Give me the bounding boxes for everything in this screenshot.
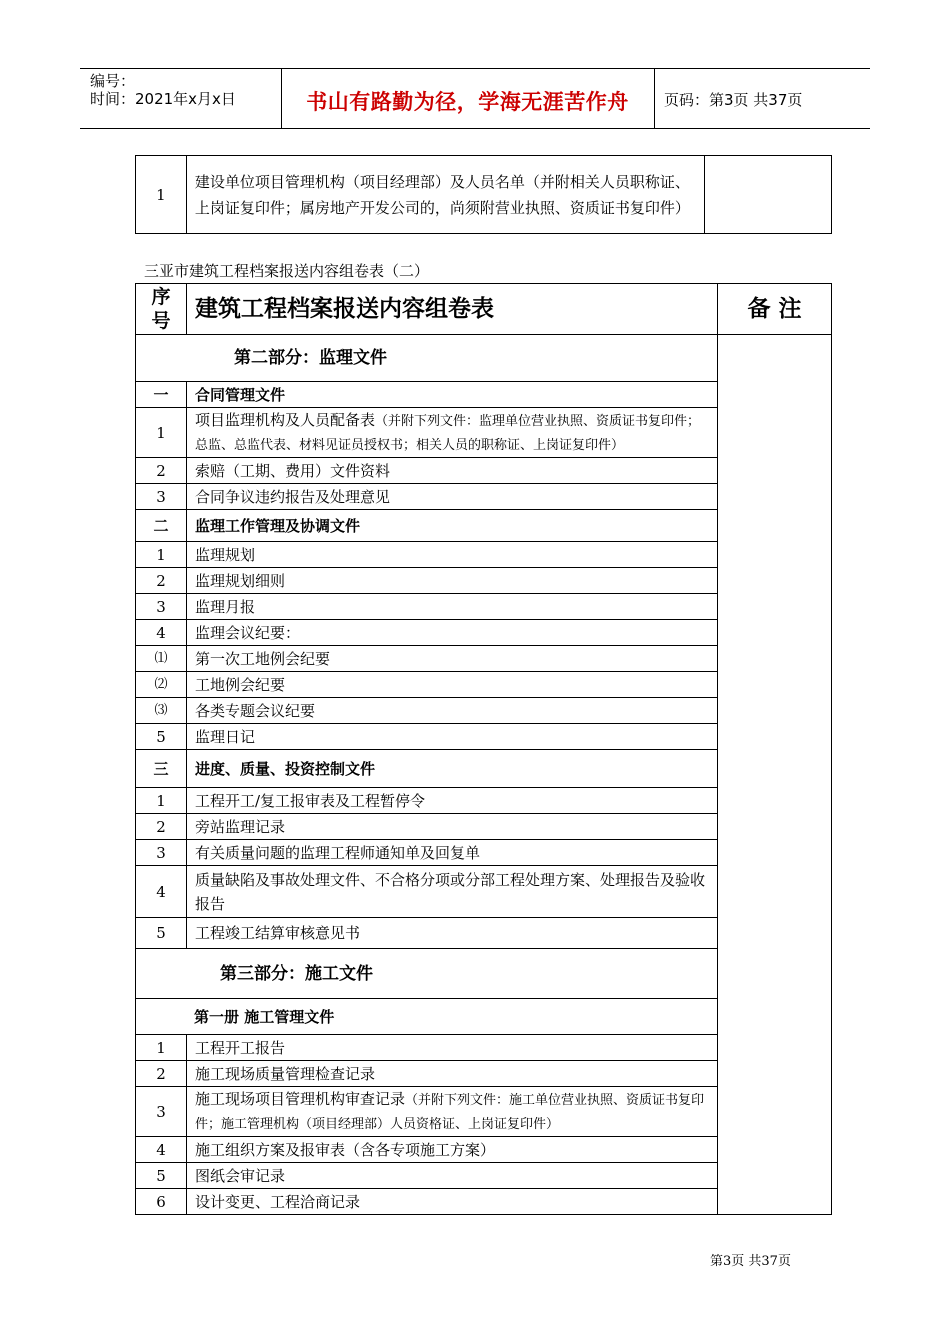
row-text: 旁站监理记录 [187, 814, 718, 840]
section-number: 二 [136, 510, 187, 542]
header-divider [654, 68, 655, 128]
header-bottom-rule [80, 128, 870, 129]
section-number: 一 [136, 382, 187, 408]
row-number: ⑶ [136, 698, 187, 724]
col-title-header: 建筑工程档案报送内容组卷表 [187, 284, 718, 335]
vol1-title: 第一册 施工管理文件 [136, 999, 718, 1035]
part2-title: 第二部分：监理文件 [136, 335, 718, 382]
motto: 书山有路勤为径，学海无涯苦作舟 [306, 90, 629, 114]
row-number: 2 [136, 458, 187, 484]
row-text: 建设单位项目管理机构（项目经理部）及人员名单（并附相关人员职称证、上岗证复印件；属房地产开发公司的，尚须附营业执照、资质证书复印件） [186, 156, 704, 234]
row-text: 有关质量问题的监理工程师通知单及回复单 [187, 840, 718, 866]
row-number: 1 [136, 1035, 187, 1061]
row-number: 5 [136, 918, 187, 949]
row-number: 6 [136, 1189, 187, 1215]
row-number: 1 [136, 788, 187, 814]
row-text: 施工组织方案及报审表（含各专项施工方案） [187, 1137, 718, 1163]
row-number: 2 [136, 568, 187, 594]
row-number: 1 [136, 408, 187, 458]
col-seq-header: 序号 [136, 284, 187, 335]
row-text: 工程开工报告 [187, 1035, 718, 1061]
row-note [705, 156, 832, 234]
row-number: 4 [136, 1137, 187, 1163]
row-number: 3 [136, 1087, 187, 1137]
row-number: 4 [136, 866, 187, 918]
row-text: 质量缺陷及事故处理文件、不合格分项或分部工程处理方案、处理报告及验收报告 [187, 866, 718, 918]
row-text: 各类专题会议纪要 [187, 698, 718, 724]
row-text: 监理规划细则 [187, 568, 718, 594]
page-footer: 第3页 共37页 [710, 1254, 791, 1269]
section-title: 监理工作管理及协调文件 [187, 510, 718, 542]
note-column [718, 335, 832, 1215]
row-text [187, 1087, 718, 1137]
table-header-row [136, 284, 832, 335]
row-text [187, 408, 718, 458]
item-extra: （并附下列文件：监理单位营业执照、资质证书复印件；总监、总监代表、材料见证员授权书；相关人员的职称证、上岗证复印件） [195, 413, 701, 453]
row-number: 1 [136, 156, 187, 234]
row-text: 设计变更、工程洽商记录 [187, 1189, 718, 1215]
item-main: 施工现场项目管理机构审查记录 [195, 1089, 406, 1108]
row-text: 监理规划 [187, 542, 718, 568]
row-number: 5 [136, 724, 187, 750]
row-number: ⑵ [136, 672, 187, 698]
row-text: 工程竣工结算审核意见书 [187, 918, 718, 949]
row-text: 第一次工地例会纪要 [187, 646, 718, 672]
row-number: 1 [136, 542, 187, 568]
code-label: 编号： [90, 72, 136, 90]
row-text: 施工现场质量管理检查记录 [187, 1061, 718, 1087]
section-title: 进度、质量、投资控制文件 [187, 750, 718, 788]
row-text: 监理月报 [187, 594, 718, 620]
section-number: 三 [136, 750, 187, 788]
header-top-rule [80, 68, 870, 69]
row-number: 3 [136, 484, 187, 510]
col-note-header: 备 注 [718, 284, 832, 335]
part-row [136, 335, 832, 382]
main-table [135, 283, 832, 1215]
row-number: 2 [136, 814, 187, 840]
row-number: 5 [136, 1163, 187, 1189]
row-text: 监理会议纪要： [187, 620, 718, 646]
date-label: 时间：2021年x月x日 [90, 90, 236, 108]
row-number: 3 [136, 840, 187, 866]
continuation-table [135, 155, 832, 234]
row-text: 合同争议违约报告及处理意见 [187, 484, 718, 510]
page-label: 页码：第3页 共37页 [664, 91, 803, 109]
row-text: 工地例会纪要 [187, 672, 718, 698]
row-number: 3 [136, 594, 187, 620]
row-text: 图纸会审记录 [187, 1163, 718, 1189]
row-number: ⑴ [136, 646, 187, 672]
row-number: 2 [136, 1061, 187, 1087]
row-text: 监理日记 [187, 724, 718, 750]
row-number: 4 [136, 620, 187, 646]
item-extra: （并附下列文件：施工单位营业执照、资质证书复印件；施工管理机构（项目经理部）人员资格证、上岗证复印件） [195, 1092, 705, 1132]
part3-title: 第三部分：施工文件 [136, 949, 718, 999]
table-row [136, 156, 832, 234]
item-main: 项目监理机构及人员配备表 [195, 410, 376, 429]
section-title: 合同管理文件 [187, 382, 718, 408]
row-text: 工程开工/复工报审表及工程暂停令 [187, 788, 718, 814]
table-caption: 三亚市建筑工程档案报送内容组卷表（二） [144, 262, 430, 280]
row-text: 索赔（工期、费用）文件资料 [187, 458, 718, 484]
